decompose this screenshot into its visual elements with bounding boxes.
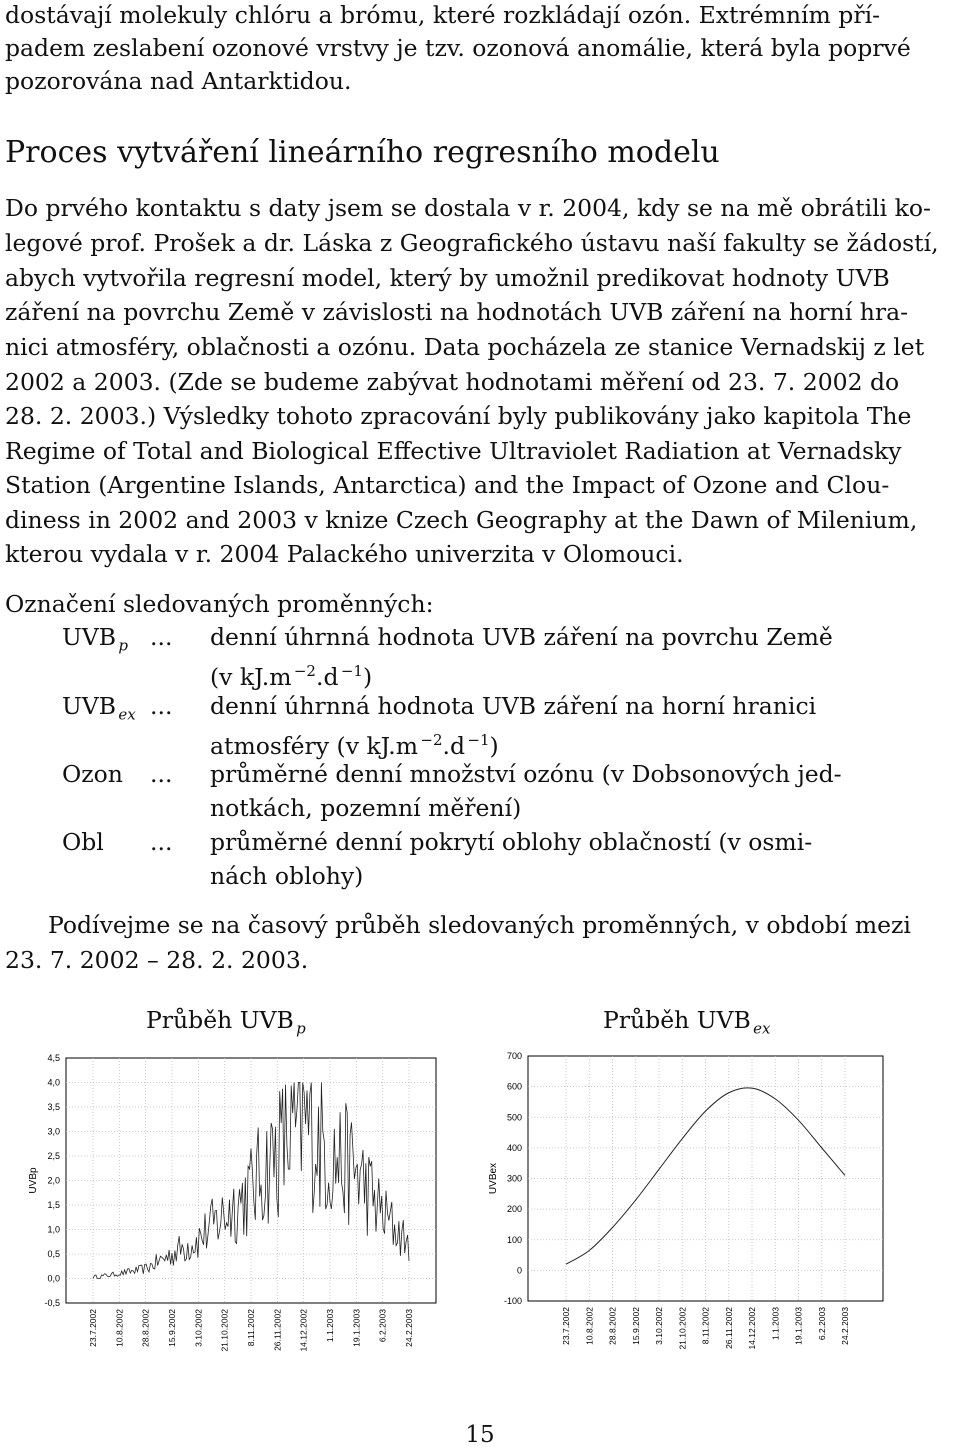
x-tick-label: 19.1.2003	[793, 1307, 804, 1345]
y-tick-label: 2,0	[47, 1175, 60, 1186]
x-tick-label: 10.8.2002	[114, 1309, 125, 1347]
var-desc-3-line1: průměrné denní množství ozónu (v Dobsonových jed-	[210, 760, 842, 788]
x-tick-label: 14.12.2002	[747, 1307, 757, 1350]
x-tick-label: 1.1.2003	[770, 1307, 781, 1341]
x-tick-label: 19.1.2003	[351, 1309, 362, 1347]
x-tick-label: 8.11.2002	[700, 1307, 711, 1345]
x-tick-label: 23.7.2002	[561, 1307, 571, 1345]
y-tick-label: 0,5	[47, 1249, 60, 1259]
x-tick-label: 3.10.2002	[654, 1307, 664, 1345]
x-tick-label: 1.1.2003	[325, 1309, 335, 1343]
chart-uvbp	[0, 1040, 480, 1360]
para2-line-1: Podívejme se na časový průběh sledovaných proměnných, v období mezi	[48, 911, 911, 939]
para2-line-2: 23. 7. 2002 – 28. 2. 2003.	[5, 946, 309, 974]
y-tick-label: 400	[506, 1142, 522, 1153]
intro-line-3: pozorována nad Antarktidou.	[5, 67, 352, 95]
section-line-1: Do prvého kontaktu s daty jsem se dostala v r. 2004, kdy se na mě obrátili ko-	[5, 194, 931, 222]
section-line-9: Station (Argentine Islands, Antarctica) and the Impact of Ozone and Clou-	[5, 471, 890, 499]
x-tick-label: 3.10.2002	[193, 1309, 204, 1347]
section-line-6: 2002 a 2003. (Zde se budeme zabývat hodnotami měření od 23. 7. 2002 do	[5, 368, 900, 396]
var-dots-1: ...	[150, 623, 173, 651]
y-tick-label: 1,0	[47, 1224, 60, 1235]
var-symbol-uvbex: UVB $_{ex}$	[62, 692, 136, 724]
var-dots-4: ...	[150, 828, 173, 856]
section-line-4: záření na povrchu Země v závislosti na hodnotách UVB záření na horní hra-	[5, 298, 909, 326]
y-axis-label: UVBex	[488, 1162, 499, 1195]
var-desc-4-line1: průměrné denní pokrytí oblohy oblačností (v osmi-	[210, 828, 813, 856]
intro-line-1: dostávají molekuly chlóru a brómu, které rozkládají ozón. Extrémním pří-	[5, 1, 881, 29]
y-tick-label: 700	[506, 1051, 522, 1061]
var-desc-4-line2: nách oblohy)	[210, 862, 364, 890]
x-tick-label: 14.12.2002	[298, 1309, 309, 1352]
var-desc-2-line1: denní úhrnná hodnota UVB záření na horní hranici	[210, 692, 817, 720]
x-tick-label: 23.7.2002	[88, 1309, 98, 1347]
var-dots-3: ...	[150, 760, 173, 788]
x-tick-label: 15.9.2002	[630, 1307, 641, 1345]
var-symbol-obl: Obl	[62, 828, 104, 856]
y-tick-label: 1,5	[47, 1200, 60, 1210]
var-desc-2-line2: atmosféry (v kJ.m $^{-2}$.d $^{-1}$)	[210, 731, 499, 760]
var-symbol-ozon: Ozon	[62, 760, 123, 788]
y-tick-label: 4,5	[47, 1053, 60, 1063]
y-tick-label: 600	[506, 1081, 522, 1092]
x-tick-label: 24.2.2003	[404, 1309, 414, 1347]
x-tick-label: 6.2.2003	[377, 1309, 388, 1343]
variables-title: Označení sledovaných proměnných:	[5, 590, 434, 618]
var-desc-1-line2: (v kJ.m $^{-2}$.d $^{-1}$)	[210, 662, 373, 691]
var-desc-3-line2: notkách, pozemní měření)	[210, 794, 522, 822]
series-line-uvbp	[93, 1083, 409, 1279]
y-tick-label: 4,0	[47, 1077, 60, 1088]
intro-line-2: padem zeslabení ozonové vrstvy je tzv. ozonová anomálie, která byla poprvé	[5, 34, 911, 62]
chart-left-title: Průběh UVB $_p$	[146, 1006, 306, 1038]
section-line-7: 28. 2. 2003.) Výsledky tohoto zpracování byly publikovány jako kapitola The	[5, 402, 912, 430]
y-axis-label: UVBp	[28, 1167, 39, 1194]
y-tick-label: 0,0	[47, 1273, 60, 1284]
y-tick-label: 3,0	[47, 1126, 60, 1137]
y-tick-label: 100	[506, 1234, 522, 1245]
x-tick-label: 28.8.2002	[140, 1309, 151, 1347]
page-number: 15	[465, 1422, 495, 1448]
x-tick-label: 15.9.2002	[167, 1309, 177, 1347]
x-tick-label: 21.10.2002	[677, 1307, 688, 1350]
chart-uvbex	[478, 1040, 898, 1360]
x-tick-label: 24.2.2003	[840, 1307, 850, 1345]
x-tick-label: 21.10.2002	[219, 1309, 230, 1352]
x-tick-label: 10.8.2002	[584, 1307, 595, 1345]
section-line-10: diness in 2002 and 2003 v knize Czech Geography at the Dawn of Milenium,	[5, 506, 918, 534]
y-tick-label: 200	[506, 1204, 522, 1215]
section-line-3: abych vytvořila regresní model, který by umožnil predikovat hodnoty UVB	[5, 264, 890, 292]
y-tick-label: 500	[506, 1112, 522, 1123]
section-line-2: legové prof. Prošek a dr. Láska z Geografického ústavu naší fakulty se žádostí,	[5, 229, 939, 257]
y-tick-label: -0,5	[44, 1298, 60, 1308]
section-line-5: nici atmosféry, oblačnosti a ozónu. Data pocházela ze stanice Vernadskij z let	[5, 333, 925, 361]
y-tick-label: 300	[506, 1173, 522, 1184]
y-tick-label: 3,5	[47, 1102, 60, 1112]
x-tick-label: 26.11.2002	[272, 1309, 283, 1351]
x-tick-label: 6.2.2003	[816, 1307, 827, 1341]
var-dots-2: ...	[150, 692, 173, 720]
y-tick-label: 2,5	[47, 1151, 60, 1161]
y-tick-label: -100	[503, 1296, 522, 1306]
x-tick-label: 26.11.2002	[723, 1307, 734, 1349]
x-tick-label: 28.8.2002	[607, 1307, 618, 1345]
var-symbol-uvbp: UVB $_p$	[62, 623, 128, 655]
y-tick-label: 0	[516, 1265, 522, 1276]
x-tick-label: 8.11.2002	[246, 1309, 256, 1347]
var-desc-1-line1: denní úhrnná hodnota UVB záření na povrchu Země	[210, 623, 833, 651]
section-line-11: kterou vydala v r. 2004 Palackého univerzita v Olomouci.	[5, 540, 684, 568]
chart-right-title: Průběh UVB $_{ex}$	[603, 1006, 771, 1038]
section-heading: Proces vytváření lineárního regresního modelu	[5, 135, 720, 170]
section-line-8: Regime of Total and Biological Effective Ultraviolet Radiation at Vernadsky	[5, 437, 902, 465]
